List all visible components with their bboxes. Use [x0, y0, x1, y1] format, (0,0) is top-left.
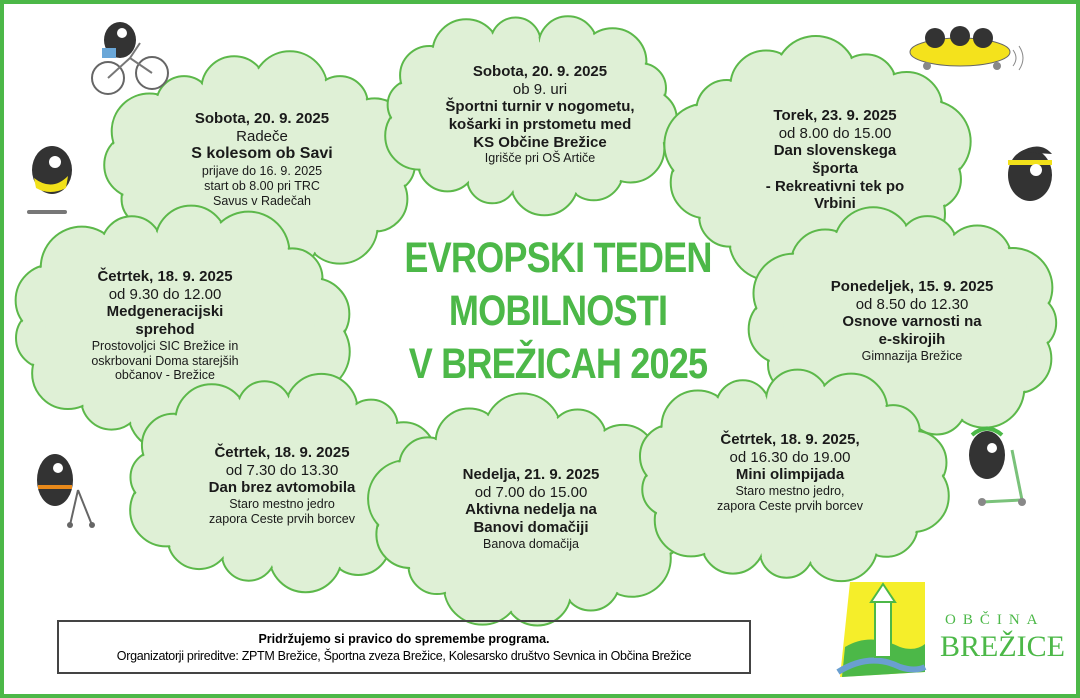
event-time: od 7.00 do 15.00: [474, 483, 588, 501]
event-time: od 8.00 do 15.00: [778, 124, 892, 142]
event-name: Mini olimpijada: [735, 466, 845, 484]
event-name: Vrbini: [814, 195, 856, 213]
organizers-text: Organizatorji prireditve: ZPTM Brežice, Športna zveza Brežice, Kolesarsko društvo Sevnica in Občina Brežice: [116, 649, 692, 663]
event-cloud-sportni-turnir: [445, 63, 634, 166]
event-detail: prijave do 16. 9. 2025: [201, 164, 323, 179]
logo-text-obcina: OBČINA: [945, 612, 1045, 628]
event-name: Aktivna nedelja na: [465, 501, 597, 519]
event-time: od 7.30 do 13.30: [225, 461, 339, 479]
event-time: od 16.30 do 19.00: [729, 448, 851, 466]
event-cloud-aktivna-nedelja: [463, 466, 600, 552]
event-place: občanov - Brežice: [114, 368, 216, 383]
title-line: MOBILNOSTI: [448, 287, 668, 335]
event-cloud-medgeneracijski-sprehod: [91, 268, 238, 383]
event-time: od 8.50 do 12.30: [855, 295, 969, 313]
car-mascot-icon: [905, 10, 1030, 85]
event-place: Igrišče pri OŠ Artiče: [484, 151, 596, 166]
event-place: Banova domačija: [483, 536, 579, 551]
event-date: Sobota, 20. 9. 2025: [194, 110, 330, 127]
event-place: Staro mestno jedro: [229, 497, 335, 512]
event-place: oskrbovani Doma starejših: [91, 353, 239, 368]
event-date: Četrtek, 18. 9. 2025,: [720, 431, 860, 448]
walker-mascot-icon: [30, 450, 100, 530]
title-line: V BREŽICAH 2025: [408, 340, 708, 388]
disclaimer-box: [57, 620, 751, 674]
event-time: ob 9. uri: [512, 80, 568, 98]
event-detail: Savus v Radečah: [213, 193, 311, 208]
event-name: sprehod: [135, 321, 195, 339]
event-place: zapora Ceste prvih borcev: [717, 498, 863, 513]
event-detail: start ob 8.00 pri TRC: [204, 179, 320, 193]
runner-mascot-icon: [1000, 140, 1060, 210]
event-date: Ponedeljek, 15. 9. 2025: [830, 278, 994, 295]
scooter-mascot-icon: [962, 420, 1042, 510]
event-name: - Rekreativni tek po: [765, 177, 905, 195]
event-name: Medgeneracijski: [106, 303, 224, 321]
event-name: košarki in prstometu med: [448, 116, 632, 134]
event-time: od 9.30 do 12.00: [108, 285, 222, 303]
event-name: Dan slovenskega: [773, 142, 897, 160]
event-name: S kolesom ob Savi: [191, 145, 333, 163]
cyclist-mascot-icon: [80, 18, 175, 98]
event-name: Športni turnir v nogometu,: [445, 98, 635, 116]
event-date: Sobota, 20. 9. 2025: [472, 63, 608, 80]
event-cloud-dan-brez-avtomobila: [209, 444, 356, 527]
event-date: Nedelja, 21. 9. 2025: [462, 466, 600, 483]
event-date: Četrtek, 18. 9. 2025: [214, 444, 350, 461]
logo-text-brezice: BREŽICE: [940, 630, 1065, 663]
event-place: Prostovoljci SIC Brežice in: [91, 338, 239, 353]
disclaimer-text: Pridržujemo si pravico do spremembe programa.: [258, 632, 550, 646]
event-name: Osnove varnosti na: [842, 313, 982, 331]
poster-title: [348, 232, 768, 391]
event-date: Četrtek, 18. 9. 2025: [97, 268, 233, 285]
event-place-town: Radeče: [236, 127, 288, 145]
event-cloud-dan-slovenskega-sporta: [766, 107, 904, 213]
event-cloud-osnove-varnosti: [831, 278, 994, 364]
event-cloud-mini-olimpijada: [717, 431, 863, 514]
event-place: Gimnazija Brežice: [861, 348, 963, 363]
event-name: Dan brez avtomobila: [208, 479, 356, 497]
event-date: Torek, 23. 9. 2025: [773, 107, 897, 124]
title-line: EVROPSKI TEDEN: [404, 234, 712, 282]
event-name: e-skirojih: [878, 331, 946, 349]
event-cloud-s-kolesom-ob-savi: [191, 110, 332, 209]
event-place: zapora Ceste prvih borcev: [209, 511, 355, 526]
skateboard-mascot-icon: [22, 140, 82, 220]
event-name: Banovi domačiji: [473, 519, 589, 537]
event-name: športa: [812, 160, 858, 178]
event-place: Staro mestno jedro,: [735, 484, 845, 499]
event-name: KS Občine Brežice: [473, 133, 607, 151]
